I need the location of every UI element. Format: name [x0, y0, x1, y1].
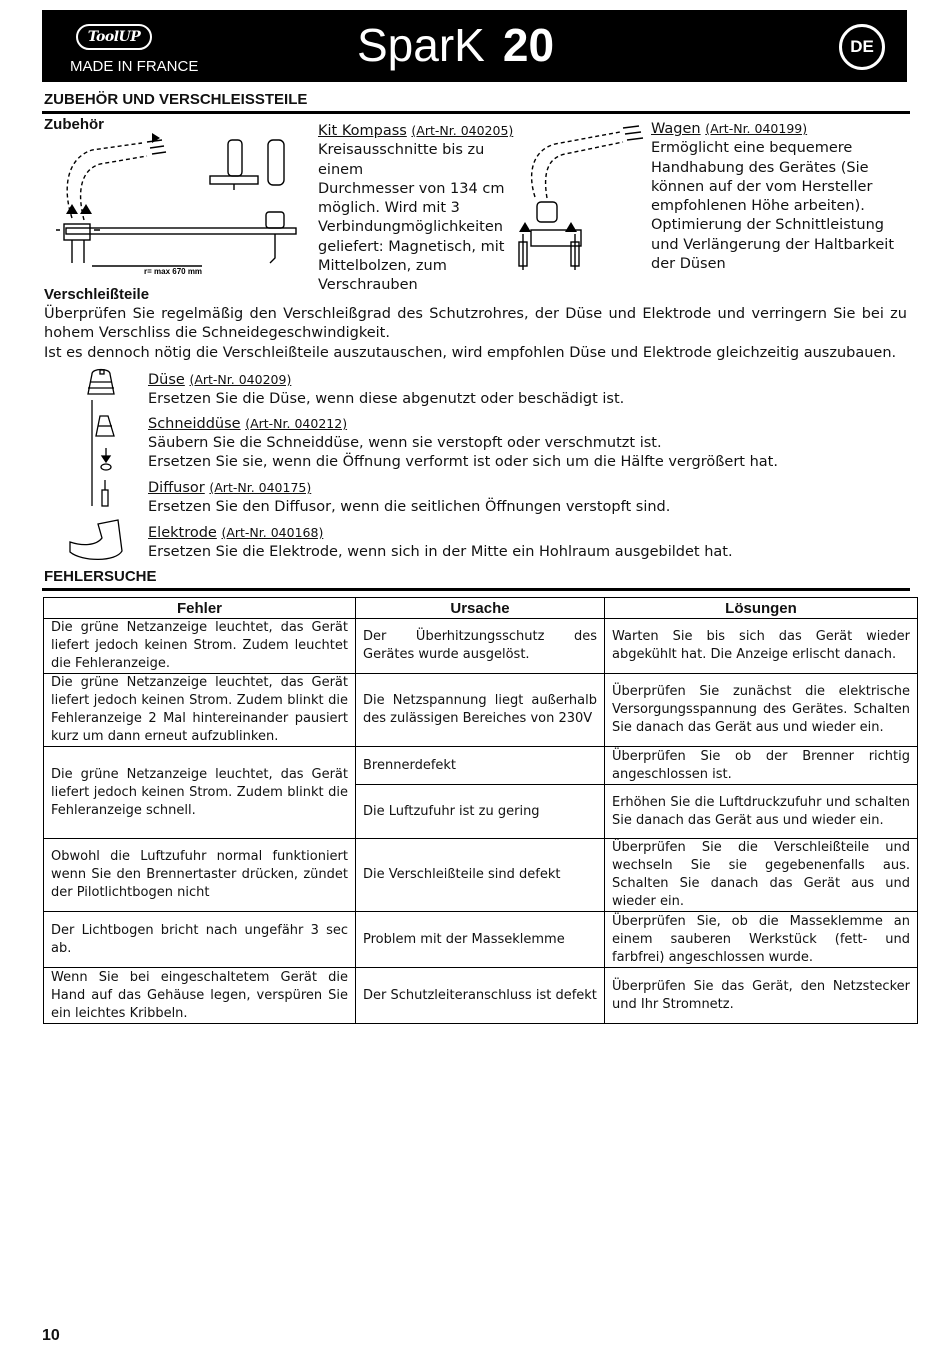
wagon-title [651, 119, 901, 139]
table-row [44, 912, 918, 968]
kit-line: Mittelbolzen, zum [318, 258, 447, 275]
ursache-cell: Brennerdefekt [356, 747, 605, 785]
kit-line: Kreisausschnitte bis zu einem [318, 142, 485, 178]
product-name: SparK [357, 19, 485, 71]
kit-description [318, 121, 533, 296]
loesung-cell: Überprüfen Sie, ob die Masseklemme an einem sauberen Werkstück (fett- und farbfrei) angeschlossen wurde. [605, 912, 918, 968]
wear-part-name: Diffusor [148, 480, 205, 496]
column-header-fehler: Fehler [44, 598, 356, 619]
wagon-line: empfohlenen Höhe arbeiten). [651, 198, 865, 215]
fehler-cell: Die grüne Netzanzeige leuchtet, das Gerät liefert jedoch keinen Strom. Zudem blinkt die Fehleranzeige 2 Mal hintereinander pausiert kurz um dann erneut aufzublinken. [44, 674, 356, 747]
fehler-cell: Wenn Sie bei eingeschaltetem Gerät die Hand auf das Gehäuse legen, verspüren Sie ein leichtes Kribbeln. [44, 968, 356, 1024]
wear-part-art-no: (Art-Nr. 040175) [209, 480, 312, 495]
wagon-description [651, 119, 901, 274]
loesung-cell: Überprüfen Sie ob der Brenner richtig angeschlossen ist. [605, 747, 918, 785]
wear-part-electrode [148, 523, 733, 562]
loesung-cell: Überprüfen Sie das Gerät, den Netzstecker und Ihr Stromnetz. [605, 968, 918, 1024]
loesung-cell: Überprüfen Sie zunächst die elektrische Versorgungsspannung des Gerätes. Schalten Sie danach das Gerät aus und wieder ein. [605, 674, 918, 747]
made-in-label: MADE IN FRANCE [70, 58, 199, 75]
toolup-logo [76, 24, 152, 50]
wagon-art-no: (Art-Nr. 040199) [705, 121, 808, 136]
kit-line: Durchmesser von 134 cm [318, 180, 505, 197]
wear-part-title [148, 478, 670, 498]
ursache-cell: Der Schutzleiteranschluss ist defekt [356, 968, 605, 1024]
fehler-cell: Die grüne Netzanzeige leuchtet, das Gerät liefert jedoch keinen Strom. Zudem leuchtet die Fehleranzeige. [44, 619, 356, 674]
table-row [44, 747, 918, 785]
wear-part-cutting-nozzle [148, 414, 778, 472]
ursache-cell: Die Verschleißteile sind defekt [356, 839, 605, 912]
column-header-loesungen: Lösungen [605, 598, 918, 619]
page-number: 10 [42, 1327, 60, 1344]
kit-line: möglich. Wird mit 3 [318, 200, 460, 217]
product-title [357, 18, 554, 72]
kit-title [318, 121, 533, 141]
table-row [44, 619, 918, 674]
product-number: 20 [502, 19, 555, 71]
radius-label: r= max 670 mm [144, 267, 203, 276]
wagon-name: Wagen [651, 121, 701, 137]
table-header-row [44, 598, 918, 619]
ursache-cell: Der Überhitzungsschutz des Gerätes wurde ausgelöst. [356, 619, 605, 674]
section-rule [42, 588, 910, 591]
wear-part-title [148, 414, 778, 434]
troubleshooting-heading: FEHLERSUCHE [44, 568, 157, 585]
fehler-cell: Obwohl die Luftzufuhr normal funktioniert wenn Sie den Brennertaster drücken, zündet der Pilotlichtbogen nicht [44, 839, 356, 912]
wear-part-art-no: (Art-Nr. 040212) [245, 416, 348, 431]
accessories-heading: ZUBEHÖR UND VERSCHLEISSTEILE [44, 91, 308, 108]
wear-part-text: Säubern Sie die Schneiddüse, wenn sie verstopft oder verschmutzt ist. [148, 435, 662, 451]
kit-name: Kit Kompass [318, 123, 407, 139]
loesung-cell: Überprüfen Sie die Verschleißteile und wechseln Sie sie gegebenenfalls aus. Schalten Sie danach das Gerät aus und wieder ein. [605, 839, 918, 912]
wagon-line: und Verlängerung der Haltbarkeit [651, 236, 895, 253]
wagon-illustration [515, 122, 650, 272]
troubleshooting-table [43, 597, 918, 1024]
kit-art-no: (Art-Nr. 040205) [411, 123, 514, 138]
wear-parts-intro: Überprüfen Sie regelmäßig den Verschleißgrad des Schutzrohres, der Düse und Elektrode und verringern Sie bei zu hohem Verschliss die Schneidegeschwindigkeit. [44, 306, 907, 341]
table-row [44, 839, 918, 912]
wear-parts-note: Ist es dennoch nötig die Verschleißteile auszutauschen, wird empfohlen Düse und Elektrode gleichzeitig auszubauen. [44, 345, 897, 361]
wear-part-diffuser [148, 478, 670, 517]
wear-part-text: Ersetzen Sie den Diffusor, wenn die seitlichen Öffnungen verstopft sind. [148, 499, 671, 515]
accessories-subheading: Zubehör [44, 116, 104, 133]
logo-text: ToolUP [87, 29, 141, 45]
wagon-line: der Düsen [651, 256, 726, 273]
kit-line: Verbindungmöglichkeiten [318, 219, 503, 236]
wear-parts-illustration [62, 366, 132, 566]
fehler-cell: Die grüne Netzanzeige leuchtet, das Gerät liefert jedoch keinen Strom. Zudem blinkt die Fehleranzeige schnell. [44, 747, 356, 839]
wear-part-name: Elektrode [148, 525, 217, 541]
loesung-cell: Warten Sie bis sich das Gerät wieder abgekühlt hat. Die Anzeige erlischt danach. [605, 619, 918, 674]
wagon-line: Ermöglicht eine bequemere [651, 140, 853, 157]
language-badge: DE [839, 24, 885, 70]
wear-part-text: Ersetzen Sie die Elektrode, wenn sich in der Mitte ein Hohlraum ausgebildet hat. [148, 544, 733, 560]
kit-line: geliefert: Magnetisch, mit [318, 238, 505, 255]
wear-part-name: Schneiddüse [148, 416, 241, 432]
table-row [44, 674, 918, 747]
compass-kit-illustration [52, 128, 302, 278]
fehler-cell: Der Lichtbogen bricht nach ungefähr 3 sec ab. [44, 912, 356, 968]
ursache-cell: Problem mit der Masseklemme [356, 912, 605, 968]
wear-part-nozzle [148, 370, 624, 409]
loesung-cell: Erhöhen Sie die Luftdruckzufuhr und schalten Sie danach das Gerät aus und wieder ein. [605, 785, 918, 839]
table-row [44, 968, 918, 1024]
wear-part-name: Düse [148, 372, 185, 388]
wear-part-art-no: (Art-Nr. 040168) [221, 525, 324, 540]
wear-part-text: Ersetzen Sie sie, wenn die Öffnung verformt ist oder sich um die Hälfte vergrößert hat. [148, 454, 778, 470]
page-header [42, 10, 907, 82]
wear-part-art-no: (Art-Nr. 040209) [189, 372, 292, 387]
ursache-cell: Die Netzspannung liegt außerhalb des zulässigen Bereiches von 230V [356, 674, 605, 747]
wear-part-title [148, 370, 624, 390]
ursache-cell: Die Luftzufuhr ist zu gering [356, 785, 605, 839]
wear-part-title [148, 523, 733, 543]
wear-part-text: Ersetzen Sie die Düse, wenn diese abgenutzt oder beschädigt ist. [148, 391, 625, 407]
column-header-ursache: Ursache [356, 598, 605, 619]
wagon-line: Optimierung der Schnittleistung [651, 217, 885, 234]
wear-parts-heading: Verschleißteile [44, 286, 150, 303]
wagon-line: Handhabung des Gerätes (Sie [651, 159, 869, 176]
section-rule [42, 111, 910, 114]
wagon-line: können auf der vom Hersteller [651, 178, 873, 195]
kit-line: Verschrauben [318, 277, 418, 294]
